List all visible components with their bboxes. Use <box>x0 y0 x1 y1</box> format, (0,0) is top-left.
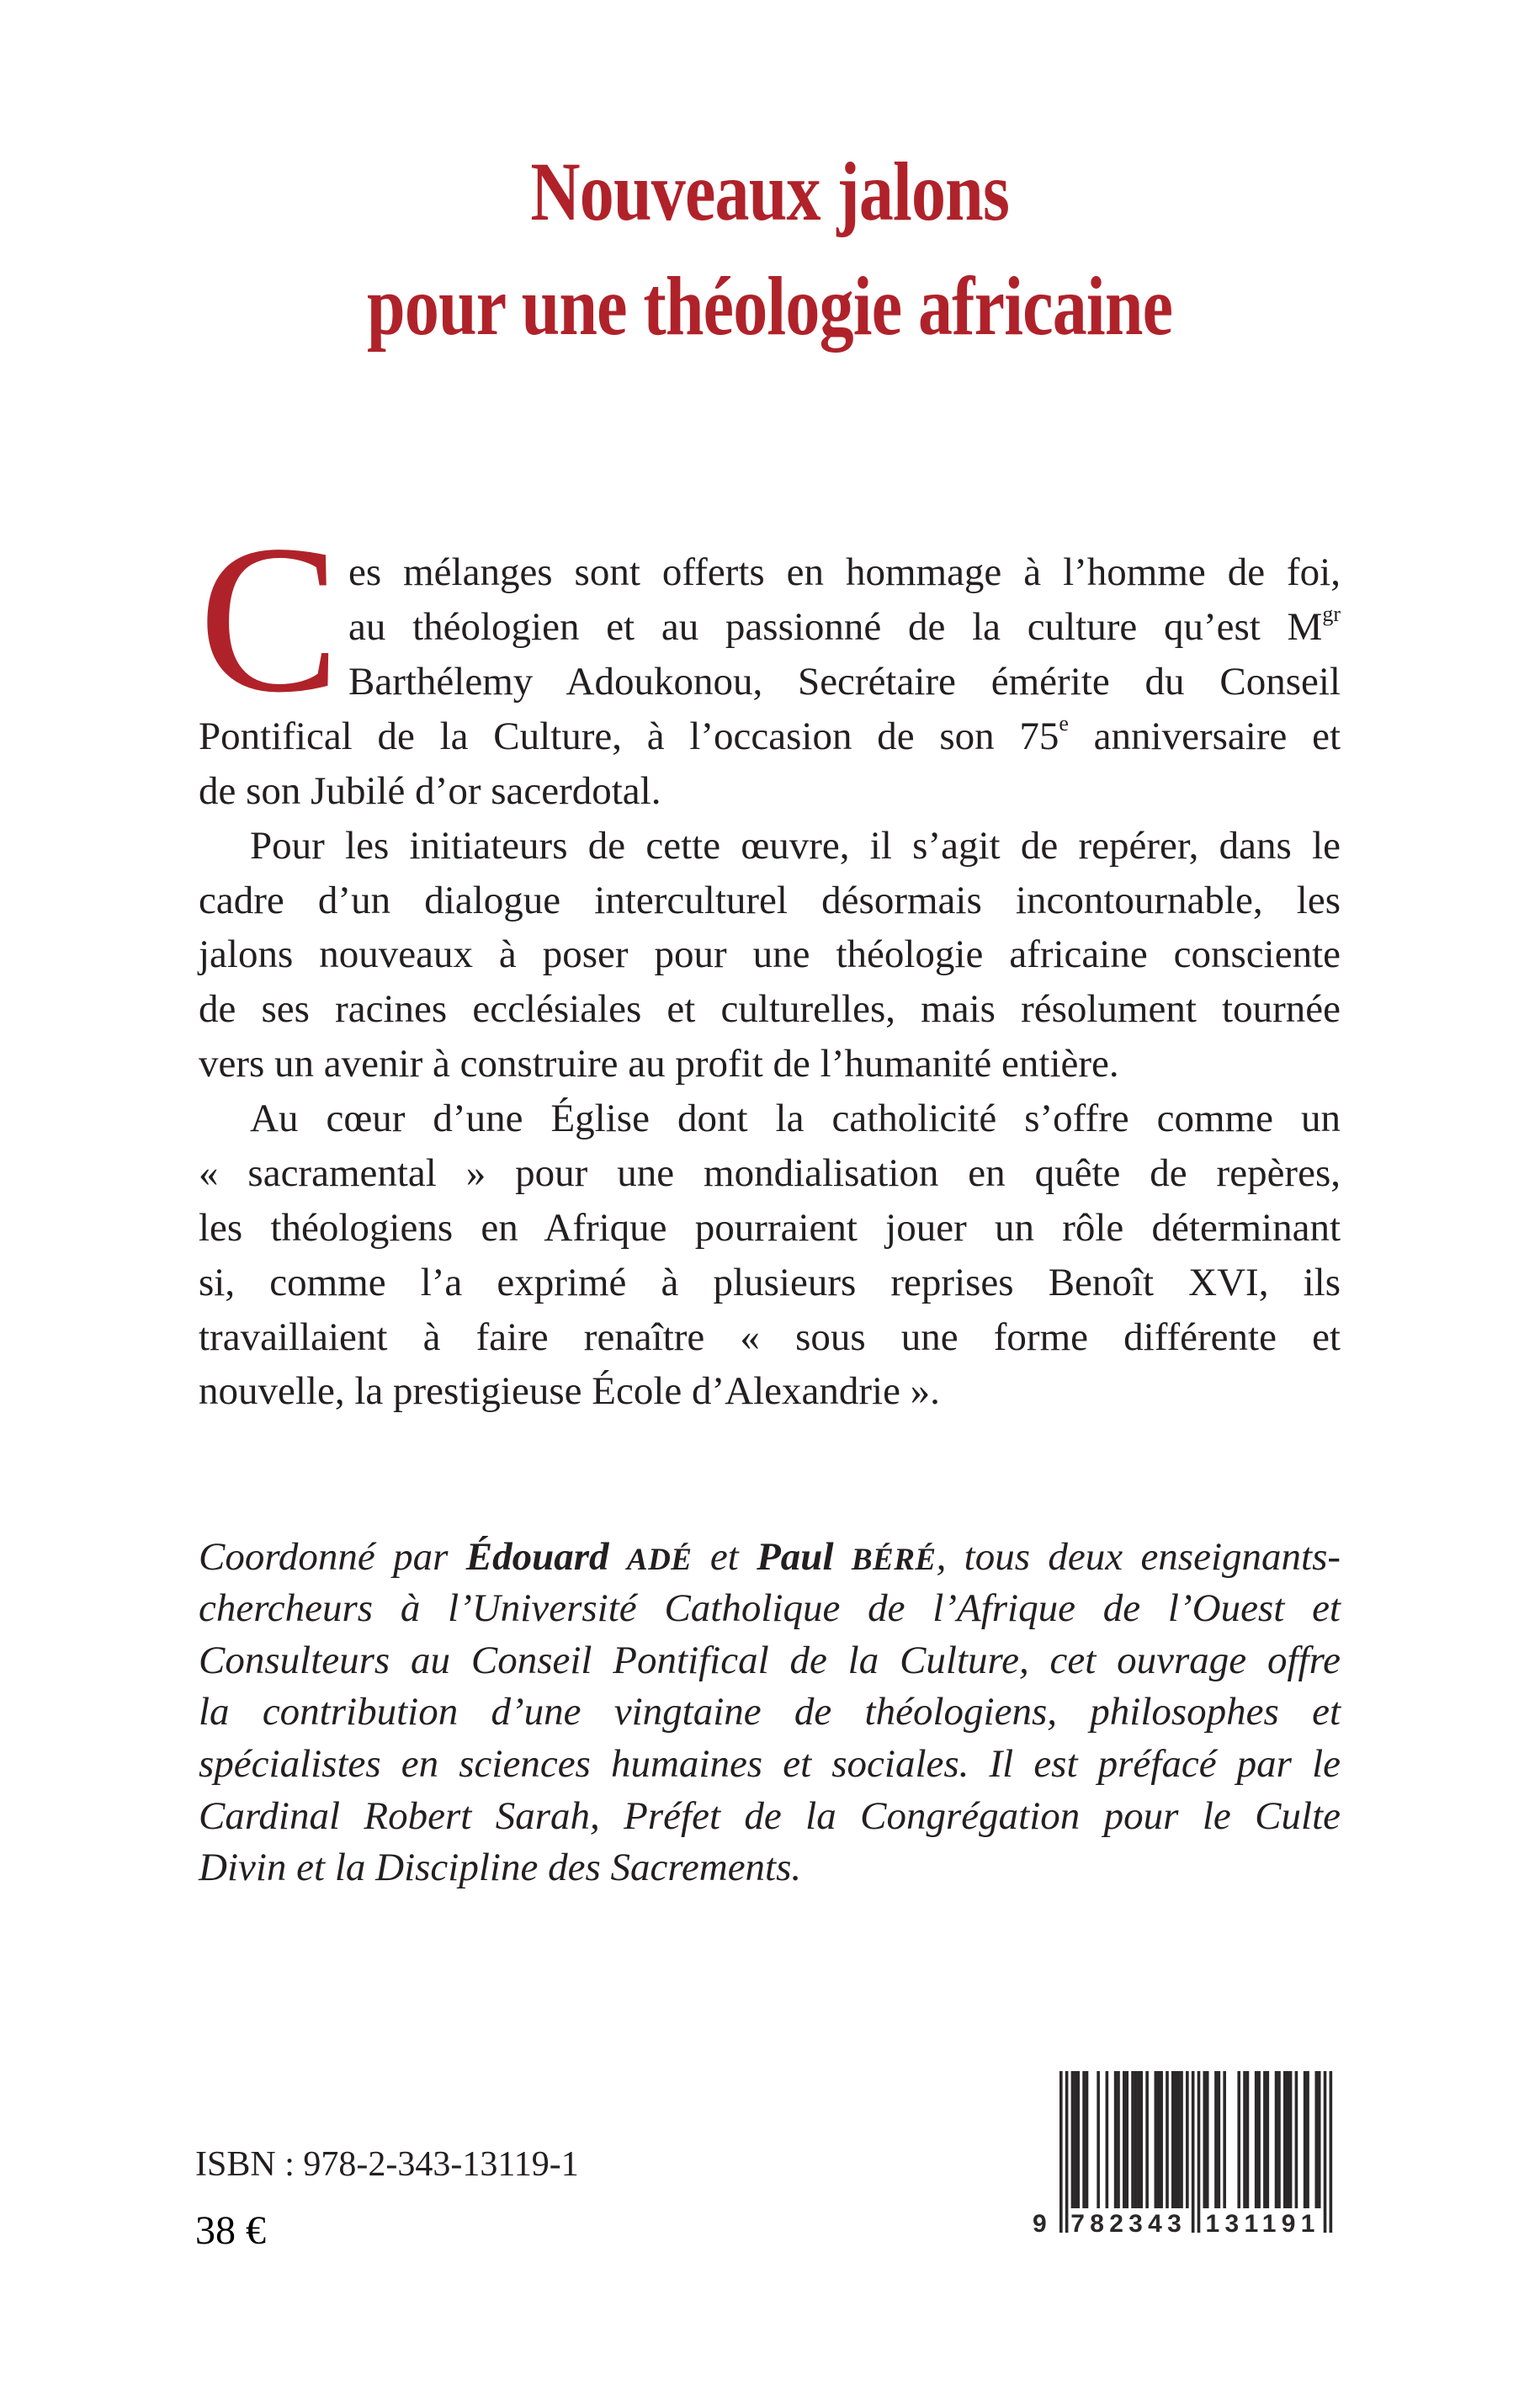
coordination-line-1 <box>199 1533 1341 1584</box>
price-text: 38 € <box>195 2208 266 2253</box>
coordination-line-2: chercheurs à l’Université Catholique de l’Afrique de l’Ouest et <box>199 1586 1341 1630</box>
svg-text:9: 9 <box>1033 2210 1047 2238</box>
blurb-p3-line-5: travaillaient à faire renaître « sous une forme différente et <box>199 1315 1341 1359</box>
text: et <box>692 1535 757 1579</box>
superscript: gr <box>1322 602 1341 626</box>
editor-last-name: BÉRÉ <box>851 1543 937 1577</box>
coordination-line-6: Cardinal Robert Sarah, Préfet de la Congrégation pour le Culte <box>199 1794 1341 1838</box>
svg-text:782343: 782343 <box>1070 2210 1187 2238</box>
blurb-p1-line-5: de son Jubilé d’or sacerdotal. <box>199 769 661 813</box>
blurb-p2-line-3: jalons nouveaux à poser pour une théologie africaine consciente <box>199 932 1341 976</box>
text: anniversaire et <box>1068 714 1341 758</box>
blurb-p3-line-1: Au cœur d’une Église dont la catholicité s’offre comme un <box>250 1097 1341 1140</box>
blurb-p1-line-4 <box>199 713 1341 760</box>
blurb-p3-line-2: « sacramental » pour une mondialisation en quête de repères, <box>199 1151 1341 1195</box>
title-text: Nouveaux jalons <box>530 145 1010 238</box>
editor-first-name: Édouard <box>465 1535 627 1579</box>
isbn-text: ISBN : 978-2-343-13119-1 <box>195 2145 579 2184</box>
coordination-line-5: spécialistes en sciences humaines et sociales. Il est préfacé par le <box>199 1742 1341 1786</box>
blurb-p3-line-6: nouvelle, la prestigieuse École d’Alexandrie ». <box>199 1369 940 1413</box>
superscript: e <box>1059 711 1069 736</box>
coordination-line-7: Divin et la Discipline des Sacrements. <box>199 1846 802 1889</box>
text: au théologien et au passionné de la culture qu’est M <box>348 605 1323 649</box>
blurb-p3-line-3: les théologiens en Afrique pourraient jouer un rôle déterminant <box>199 1206 1341 1250</box>
drop-cap-letter: C <box>199 501 341 736</box>
title-text: pour une théologie africaine <box>367 259 1173 353</box>
blurb-p2-line-1: Pour les initiateurs de cette œuvre, il s’agit de repérer, dans le <box>250 824 1341 868</box>
blurb-p2-line-5: vers un avenir à construire au profit de l’humanité entière. <box>199 1042 1119 1086</box>
book-title-line-2 <box>0 259 1540 353</box>
coordination-line-4: la contribution d’une vingtaine de théologiens, philosophes et <box>199 1690 1341 1734</box>
blurb-p1-line-1: es mélanges sont offerts en hommage à l’homme de foi, <box>348 550 1341 594</box>
coordination-line-3: Consulteurs au Conseil Pontifical de la Culture, cet ouvrage offre <box>199 1639 1341 1682</box>
book-title-line-1 <box>0 145 1540 238</box>
editor-first-name: Paul <box>757 1535 852 1579</box>
blurb-p2-line-2: cadre d’un dialogue interculturel désormais incontournable, les <box>199 879 1341 922</box>
barcode-icon <box>1031 2071 1342 2239</box>
text: Pontifical de la Culture, à l’occasion de son 75 <box>199 714 1059 758</box>
text: , tous deux enseignants- <box>936 1535 1341 1579</box>
blurb-p2-line-4: de ses racines ecclésiales et culturelles, mais résolument tournée <box>199 987 1341 1031</box>
blurb-p3-line-4: si, comme l’a exprimé à plusieurs reprises Benoît XVI, ils <box>199 1261 1341 1304</box>
editor-last-name: ADÉ <box>626 1543 693 1577</box>
blurb-p1-line-3: Barthélemy Adoukonou, Secrétaire émérite du Conseil <box>348 660 1341 704</box>
text: Coordonné par <box>199 1535 466 1579</box>
blurb-p1-line-2 <box>348 603 1341 651</box>
svg-text:131191: 131191 <box>1205 2210 1320 2238</box>
ean13-barcode <box>1031 2071 1342 2239</box>
